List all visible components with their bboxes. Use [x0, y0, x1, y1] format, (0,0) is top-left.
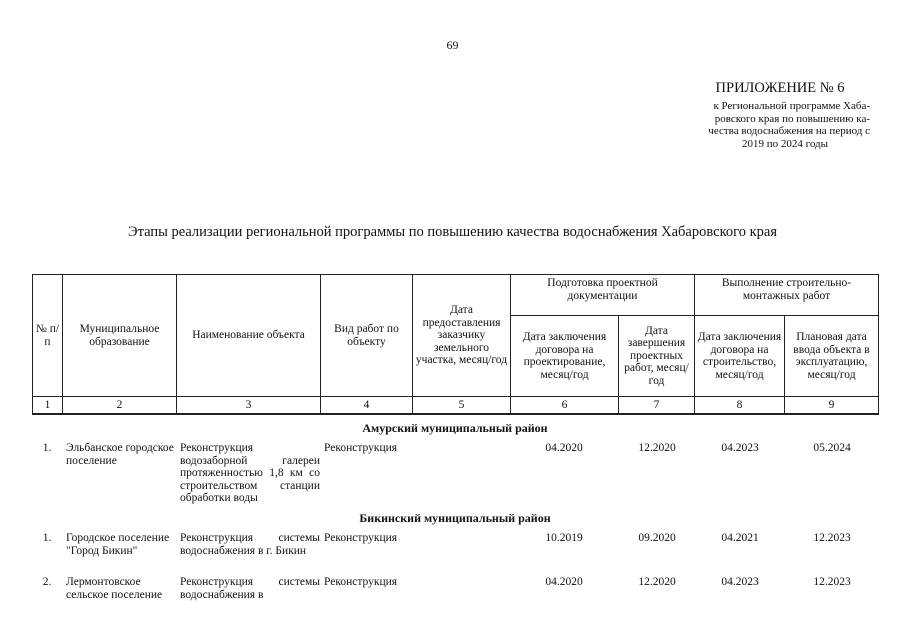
appendix-line-2: ровского края по повышению ка-	[714, 112, 870, 125]
row-work-type: Реконструкция	[324, 576, 398, 588]
row-design-end: 12.2020	[638, 576, 676, 588]
row-design-end: 09.2020	[638, 532, 676, 544]
row-municipality: Лермонтовское сельское поселение	[66, 576, 163, 601]
row-municipality: Эльбанское городское поселение	[66, 442, 174, 467]
page-number: 69	[446, 38, 459, 52]
row-design-contract: 10.2019	[545, 532, 583, 544]
row-object: Реконструкция системы водоснабжения в	[180, 576, 320, 601]
column-number: 8	[695, 397, 785, 415]
row-commission-date: 05.2024	[813, 442, 851, 454]
header-design-group: Подготовка проектной документации	[511, 275, 695, 316]
header-commission-date: Плановая дата ввода объекта в эксплуатацию, месяц/год	[785, 316, 879, 397]
appendix-line-4: 2019 по 2024 годы	[741, 137, 829, 150]
header-design-end: Дата завершения проектных работ, месяц/год	[619, 316, 695, 397]
appendix-subtitle	[660, 100, 870, 150]
row-work-type: Реконструкция	[324, 442, 398, 454]
row-construction-contract: 04.2023	[721, 442, 759, 454]
row-design-contract: 04.2020	[545, 442, 583, 454]
row-num: 1.	[42, 532, 52, 544]
row-design-contract: 04.2020	[545, 576, 583, 588]
header-construction-contract: Дата заключения договора на строительство, месяц/год	[695, 316, 785, 397]
column-number: 9	[785, 397, 879, 415]
column-number: 4	[321, 397, 413, 415]
header-construction-group: Выполнение строительно-монтажных работ	[695, 275, 879, 316]
header-work-type: Вид работ по объекту	[321, 275, 413, 397]
row-object: Реконструкция водозаборной галереи протяженностью 1,8 км со строительством станции обработки воды	[180, 442, 320, 504]
section-title: Бикинский муниципальный район	[359, 511, 551, 525]
row-construction-contract: 04.2021	[721, 532, 759, 544]
appendix-line-1: к Региональной программе Хаба-	[713, 100, 870, 112]
row-commission-date: 12.2023	[813, 576, 851, 588]
row-work-type: Реконструкция	[324, 532, 398, 544]
row-commission-date: 12.2023	[813, 532, 851, 544]
row-num: 2.	[42, 576, 52, 588]
header-object: Наименование объекта	[177, 275, 321, 397]
section-title: Амурский муниципальный район	[362, 421, 548, 435]
header-land-date: Дата предоставления заказчику земельного участка, месяц/год	[413, 275, 511, 397]
appendix-line-3: чества водоснабжения на период с	[708, 125, 870, 137]
column-number: 1	[33, 397, 63, 415]
column-number: 2	[63, 397, 177, 415]
column-number: 3	[177, 397, 321, 415]
row-construction-contract: 04.2023	[721, 576, 759, 588]
column-number: 5	[413, 397, 511, 415]
row-design-end: 12.2020	[638, 442, 676, 454]
row-num: 1.	[42, 442, 52, 454]
header-municipality: Муниципальное образование	[63, 275, 177, 397]
header-design-contract: Дата заключения договора на проектирование, месяц/год	[511, 316, 619, 397]
row-municipality: Городское поселение "Город Бикин"	[66, 532, 170, 557]
column-number: 7	[619, 397, 695, 415]
column-number: 6	[511, 397, 619, 415]
stages-table-header	[32, 274, 879, 415]
document-title: Этапы реализации региональной программы по повышению качества водоснабжения Хабаровского края	[128, 224, 777, 240]
row-object: Реконструкция системы водоснабжения в г. Бикин	[180, 532, 320, 557]
appendix-title: ПРИЛОЖЕНИЕ № 6	[715, 80, 845, 96]
header-num: № п/п	[33, 275, 63, 397]
